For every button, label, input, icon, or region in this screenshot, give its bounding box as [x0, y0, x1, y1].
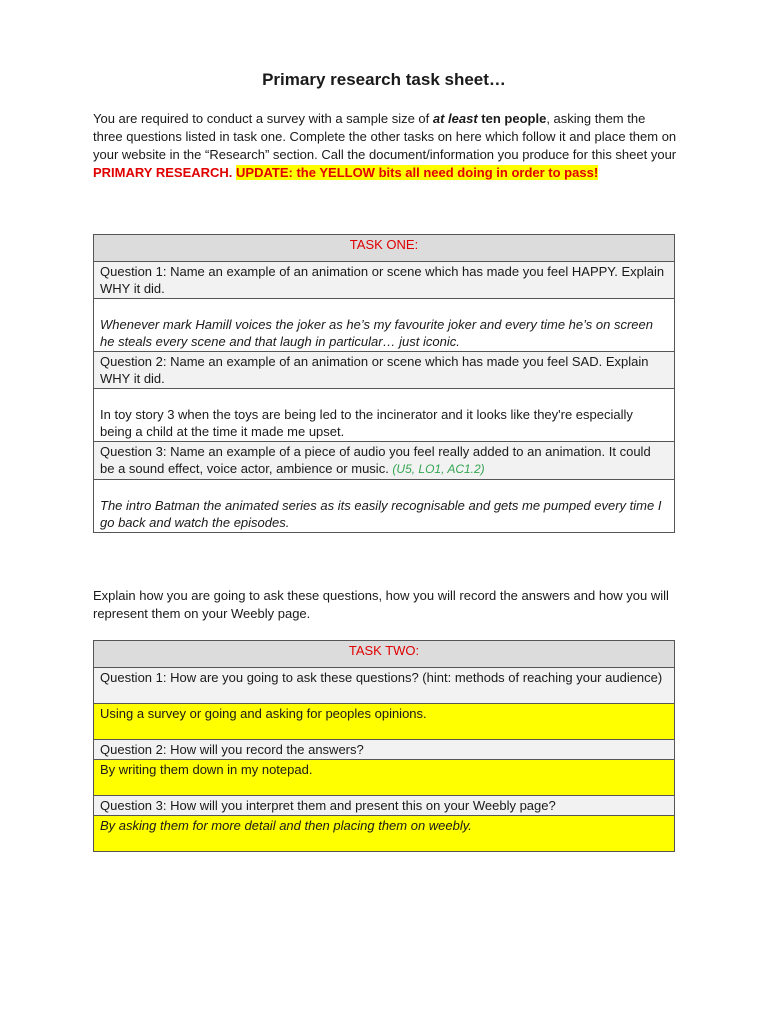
task-one-answer-1[interactable]: Whenever mark Hamill voices the joker as he’s my favourite joker and every time he’s on screen he steals every scene and that laugh in particular… just iconic. [94, 299, 675, 352]
task-one-table [93, 234, 675, 533]
intro-bold: ten people [477, 111, 547, 126]
intro-emphasis: at least [432, 111, 478, 126]
task-one-header: TASK ONE: [94, 235, 675, 262]
task-one-question-3: Question 3: Name an example of a piece of audio you feel really added to an animation. It could be a sound effect, voice actor, ambience or music. (U5, LO1, AC1.2) [94, 442, 675, 480]
task-one-question-2: Question 2: Name an example of an animation or scene which has made you feel SAD. Explain WHY it did. [94, 352, 675, 389]
task-two-question-1: Question 1: How are you going to ask these questions? (hint: methods of reaching your audience) [94, 668, 675, 704]
page-title: Primary research task sheet… [262, 70, 506, 89]
task-one-question-1: Question 1: Name an example of an animation or scene which has made you feel HAPPY. Explain WHY it did. [94, 262, 675, 299]
intro-text-1: You are required to conduct a survey with a sample size of [93, 111, 433, 126]
task-two-question-2: Question 2: How will you record the answers? [94, 740, 675, 760]
task-two-table [93, 640, 675, 852]
task-two-answer-3[interactable]: By asking them for more detail and then placing them on weebly. [94, 816, 675, 852]
task-two-header: TASK TWO: [94, 641, 675, 668]
update-notice: UPDATE: the YELLOW bits all need doing in order to pass! [236, 165, 599, 180]
task-two-answer-2[interactable]: By writing them down in my notepad. [94, 760, 675, 796]
intro-text-2: , asking them the three questions listed in task one. Complete the other tasks on here which follow it and place them on your website in the “Research” section. Call the document/information you produce for this sheet your [93, 111, 677, 162]
primary-research-label: PRIMARY RESEARCH. [93, 165, 233, 180]
explain-paragraph: Explain how you are going to ask these questions, how you will record the answers and how you will represent them on your Weebly page. [93, 588, 669, 621]
intro-paragraph [93, 110, 678, 182]
task-one-answer-3[interactable]: The intro Batman the animated series as its easily recognisable and gets me pumped every time I go back and watch the episodes. [94, 480, 675, 533]
assessment-reference: (U5, LO1, AC1.2) [392, 462, 485, 476]
task-two-answer-1[interactable]: Using a survey or going and asking for peoples opinions. [94, 704, 675, 740]
task-two-question-3: Question 3: How will you interpret them and present this on your Weebly page? [94, 796, 675, 816]
task-one-answer-2[interactable]: In toy story 3 when the toys are being led to the incinerator and it looks like they're especially being a child at the time it made me upset. [94, 389, 675, 442]
